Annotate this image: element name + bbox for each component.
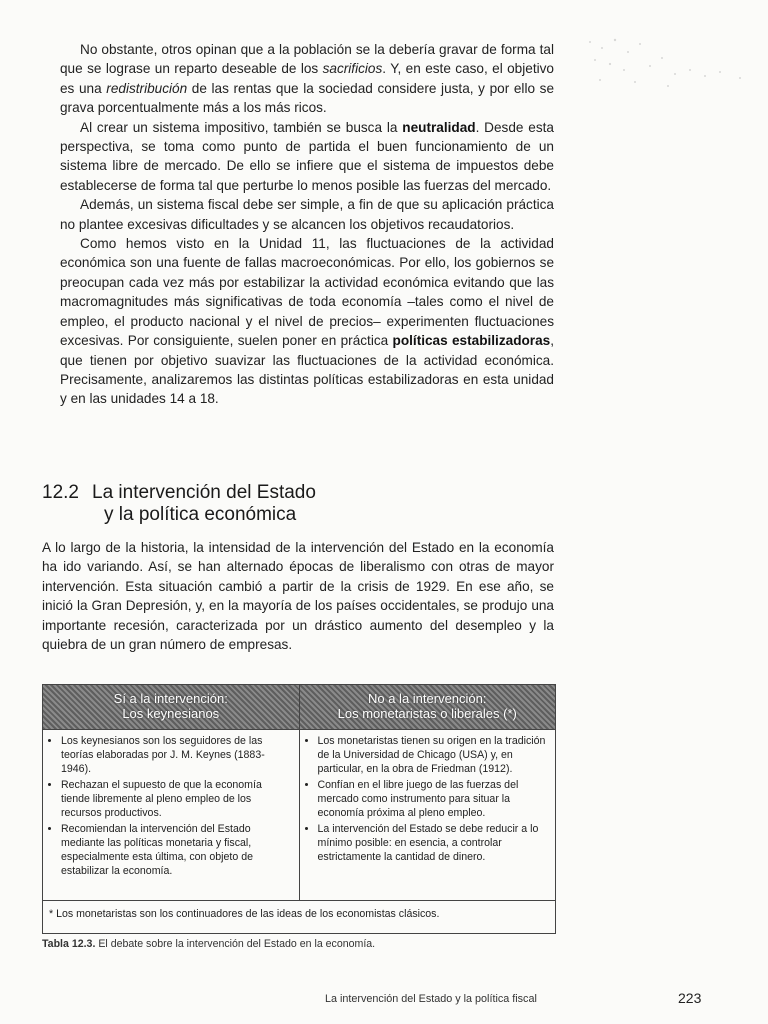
intro-paragraph: A lo largo de la historia, la intensidad de la intervención del Estado en la economía ha ido variando. Así, se han alternado épocas de liberalismo con otras de mayor intervención. Esta situación cambió a partir de la crisis de 1929. En ese año, se inició la Gran Depresión, y, en la mayoría de los países occidentales, se produjo una importante recesión, caracterizada por un drástico aumento del desempleo y la quiebra de un gran número de empresas.	[42, 540, 554, 653]
list-item: • Los monetaristas tienen su origen en la tradición de la Universidad de Chicago (USA) y, en particular, en la obra de Friedman (1912).	[318, 734, 550, 776]
paragraph-1	[60, 40, 554, 118]
p4-text-b: , que tienen por objetivo suavizar las fluctuaciones de la actividad económica. Precisamente, analizaremos las distintas políticas estabilizadoras en esta unidad y en las unidades 14 a 18.	[60, 333, 554, 407]
list-item: • Los keynesianos son los seguidores de las teorías elaboradas por J. M. Keynes (1883-1946).	[61, 734, 293, 776]
section-title-line1: La intervención del Estado	[92, 482, 316, 503]
paragraph-2	[60, 118, 554, 196]
paragraph-4	[60, 234, 554, 409]
table-footnote: * Los monetaristas son los continuadores de las ideas de los economistas clásicos.	[43, 900, 555, 921]
table-header	[43, 685, 555, 729]
column-monetaristas	[299, 730, 556, 900]
p3-text: Además, un sistema fiscal debe ser simple, a fin de que su aplicación práctica no plantee excesivas dificultades y se alcancen los objetivos recaudatorios.	[60, 197, 554, 232]
p1-text-b: . Y, en este caso, el objetivo es una	[60, 61, 554, 96]
header-right-line2: Los monetaristas o liberales (*)	[337, 706, 517, 721]
list-item: • Rechazan el supuesto de que la economía tiende libremente al pleno empleo de los recursos productivos.	[61, 778, 293, 820]
header-right-line1: No a la intervención:	[367, 691, 487, 706]
body-text	[60, 40, 554, 409]
caption-text: El debate sobre la intervención del Estado en la economía.	[95, 938, 376, 950]
list-item: • Recomiendan la intervención del Estado mediante las políticas monetaria y fiscal, especialmente esta última, con objeto de estabilizar la economía.	[61, 822, 293, 878]
header-monetaristas	[299, 685, 556, 729]
header-left-line2: Los keynesianos	[122, 706, 220, 721]
p1-text-c: de las rentas que la sociedad considere justa, y por ello se grava porcentualmente más a los más ricos.	[60, 80, 555, 116]
scan-smudge	[580, 30, 750, 100]
p2-bold-neutralidad: neutralidad	[402, 119, 476, 135]
table-body	[43, 729, 555, 900]
p4-text-a: Como hemos visto en la Unidad 11, las fluctuaciones de la actividad económica son una fuente de fallas macroeconómicas. Por ello, los gobiernos se preocupan cada vez más por estabilizar la actividad económica evitando que las macromagnitudes más significativas de toda economía –tales como el nivel de empleo, el producto nacional y el nivel de precios– experimenten fluctuaciones excesivas. Por consiguiente, suelen poner en práctica	[60, 236, 554, 349]
section-intro	[42, 538, 554, 654]
header-keynesianos	[43, 685, 299, 729]
table-caption	[42, 938, 375, 950]
running-footer: La intervención del Estado y la política fiscal	[325, 993, 537, 1005]
paragraph-3	[60, 195, 554, 234]
p1-italic-redistribucion: redistribución	[106, 80, 188, 96]
header-left-line1: Sí a la intervención:	[113, 691, 228, 706]
section-title-line2: y la política económica	[104, 504, 297, 525]
debate-table	[42, 684, 556, 934]
page-number: 223	[678, 990, 702, 1006]
p1-text-a: No obstante, otros opinan que a la población se la debería gravar de forma tal que se lograse un reparto deseable de los	[60, 42, 554, 77]
p2-text-b: . Desde esta perspectiva, se toma como punto de partida el buen funcionamiento de un sistema libre de mercado. De ello se infiere que el sistema de impuestos debe establecerse de forma tal que perturbe lo menos posible las fuerzas del mercado.	[60, 119, 554, 193]
list-item: • Confían en el libre juego de las fuerzas del mercado como instrumento para situar la economía próxima al pleno empleo.	[318, 778, 550, 820]
list-item: • La intervención del Estado se debe reducir a lo mínimo posible: en esencia, a controlar estrictamente la cantidad de dinero.	[318, 822, 550, 864]
p4-bold-politicas: políticas estabilizadoras	[392, 333, 551, 349]
column-keynesianos	[43, 730, 299, 900]
p2-text-a: Al crear un sistema impositivo, también se busca la	[80, 119, 403, 135]
p1-italic-sacrificios: sacrificios	[322, 61, 383, 77]
section-number: 12.2	[42, 482, 79, 503]
caption-label: Tabla 12.3.	[42, 938, 96, 950]
section-heading	[42, 482, 552, 526]
